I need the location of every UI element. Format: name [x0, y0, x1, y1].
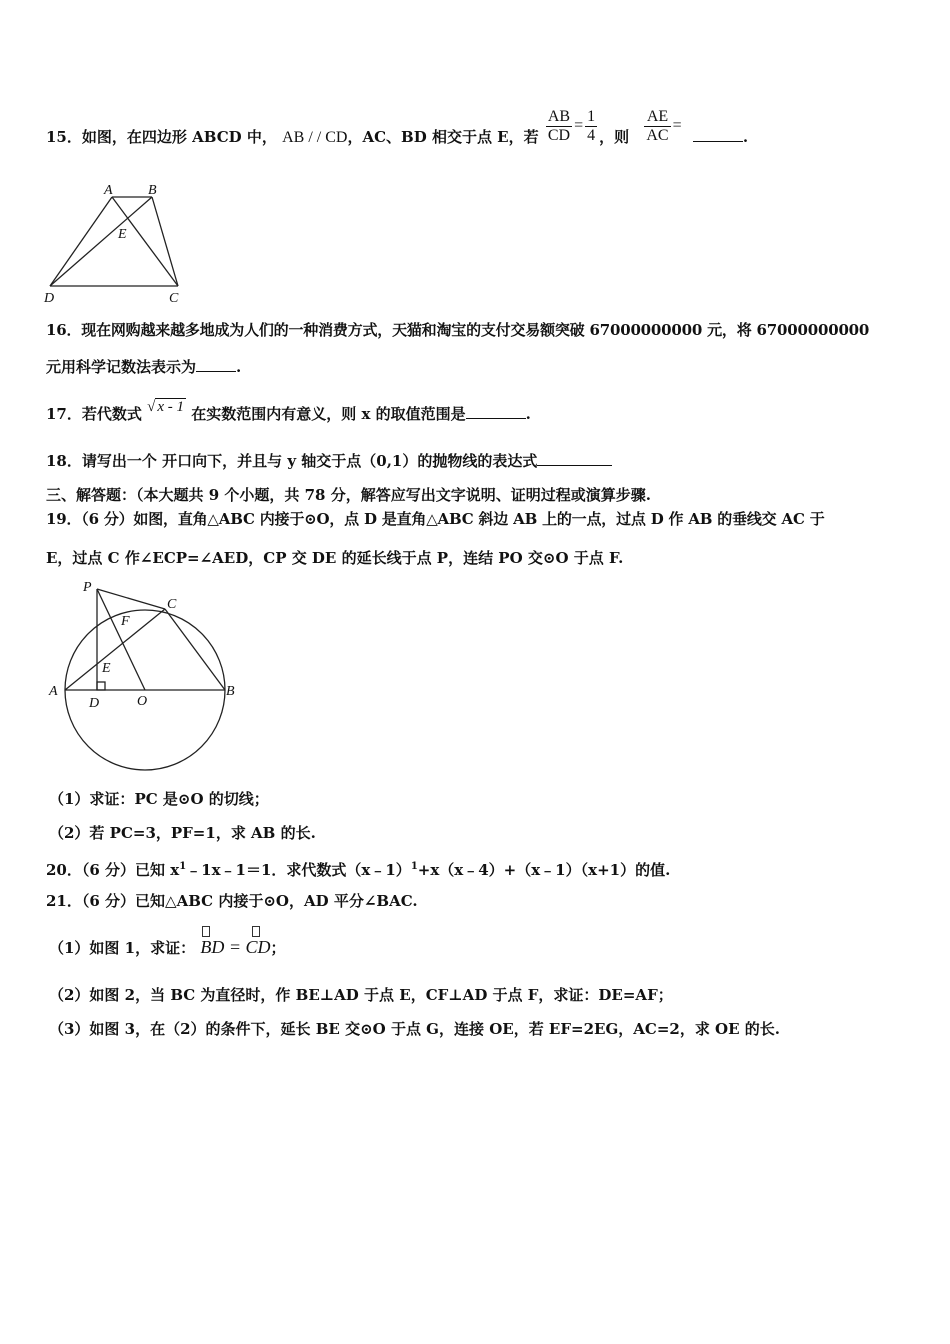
q15-equals-1: = [574, 117, 584, 134]
label-b: B [148, 183, 157, 198]
question-21-part-1: （1）如图 1，求证： BD = CD； [49, 934, 286, 961]
question-17: 17．若代数式 √ x - 1 在实数范围内有意义，则 x 的取值范围是 . [46, 399, 531, 423]
label-b: B [226, 684, 235, 699]
arc-bd: BD [200, 934, 224, 960]
label-a: A [49, 684, 58, 699]
q16-answer-blank [196, 357, 236, 372]
q15-text-2: ，AC、BD 相交于点 E，若 [347, 128, 539, 146]
question-15 [46, 107, 749, 160]
q18-answer-blank [537, 451, 612, 466]
label-e: E [118, 227, 127, 242]
question-21-part-3: （3）如图 3，在（2）的条件下，延长 BE 交⊙O 于点 G，连接 OE，若 EF=2EG，AC=2，求 OE 的长. [49, 1020, 781, 1038]
segment-bc [152, 197, 178, 286]
q15-text-3: ，则 [599, 128, 630, 146]
label-a: A [104, 183, 113, 198]
segment-cb [165, 609, 225, 690]
arc-mark-icon [202, 926, 210, 937]
q15-answer-blank [693, 127, 743, 142]
sqrt-expression: √ x - 1 [147, 399, 184, 415]
label-o: O [137, 694, 148, 709]
question-20: 20．（6 分）已知 $x^1﹣1x﹣1=1$．求代数式（x﹣1）$^1$+x（x﹣4）+（x﹣1）（x+1）的值. [46, 861, 671, 879]
label-d: D [89, 696, 100, 711]
q20-exponent-1: 1 [179, 861, 187, 872]
question-21-part-2: （2）如图 2，当 BC 为直径时，作 BE⊥AD 于点 E，CF⊥AD 于点 F，求证：DE=AF； [49, 986, 673, 1004]
figure-19-circle [45, 575, 245, 775]
question-19-part-1: （1）求证：PC 是⊙O 的切线； [49, 790, 269, 808]
q15-number: 15． [46, 128, 82, 146]
q15-text-1: 如图，在四边形 ABCD 中， [81, 128, 277, 146]
segment-pc [97, 589, 165, 609]
q15-equals-2: = [672, 117, 682, 134]
question-21-line-1: 21．（6 分）已知△ABC 内接于⊙O，AD 平分∠BAC. [46, 892, 418, 910]
q15-fraction-ab-cd: $\frac{AB}{CD}$ [547, 107, 571, 144]
label-p: P [83, 580, 92, 595]
q20-exponent-2: 1 [410, 861, 418, 872]
section-3-heading: 三、解答题：（本大题共 9 个小题，共 78 分，解答应写出文字说明、证明过程或演算步骤. [46, 486, 651, 504]
label-c: C [167, 597, 177, 612]
question-19-line-1: 19．（6 分）如图，直角△ABC 内接于⊙O，点 D 是直角△ABC 斜边 AB 上的一点，过点 D 作 AB 的垂线交 AC 于 [46, 510, 825, 528]
segment-ac [65, 609, 165, 690]
q15-fraction-ae-ac: $\frac{AE}{AC}$ [646, 107, 669, 144]
question-19-line-2: E，过点 C 作∠ECP=∠AED，CP 交 DE 的延长线于点 P，连结 PO 交⊙O 于点 F. [46, 549, 624, 567]
segment-bd [50, 197, 152, 286]
question-16-line-2: 元用科学记数法表示为 . [46, 358, 242, 376]
arc-cd: CD [246, 934, 271, 960]
segment-ad [50, 197, 112, 286]
right-angle-mark [97, 682, 105, 690]
label-d: D [44, 291, 55, 306]
q17-answer-blank [466, 404, 526, 419]
q15-fraction-one-quarter: $\frac{1}{4}$ [587, 107, 596, 144]
q15-end: . [742, 128, 749, 146]
arc-mark-icon [252, 926, 260, 937]
q15-parallel: AB / / CD [282, 129, 348, 146]
question-19-part-2: （2）若 PC=3，PF=1，求 AB 的长. [49, 824, 316, 842]
question-16-line-1: 16．现在网购越来越多地成为人们的一种消费方式，天猫和淘宝的支付交易额突破 67000000000 元，将 67000000000 [46, 321, 870, 339]
figure-15-trapezoid [40, 180, 200, 305]
label-f: F [121, 614, 130, 629]
label-e: E [102, 661, 111, 676]
label-c: C [169, 291, 179, 306]
question-18: 18．请写出一个 开口向下，并且与 y 轴交于点（0,1）的抛物线的表达式 [46, 451, 612, 471]
